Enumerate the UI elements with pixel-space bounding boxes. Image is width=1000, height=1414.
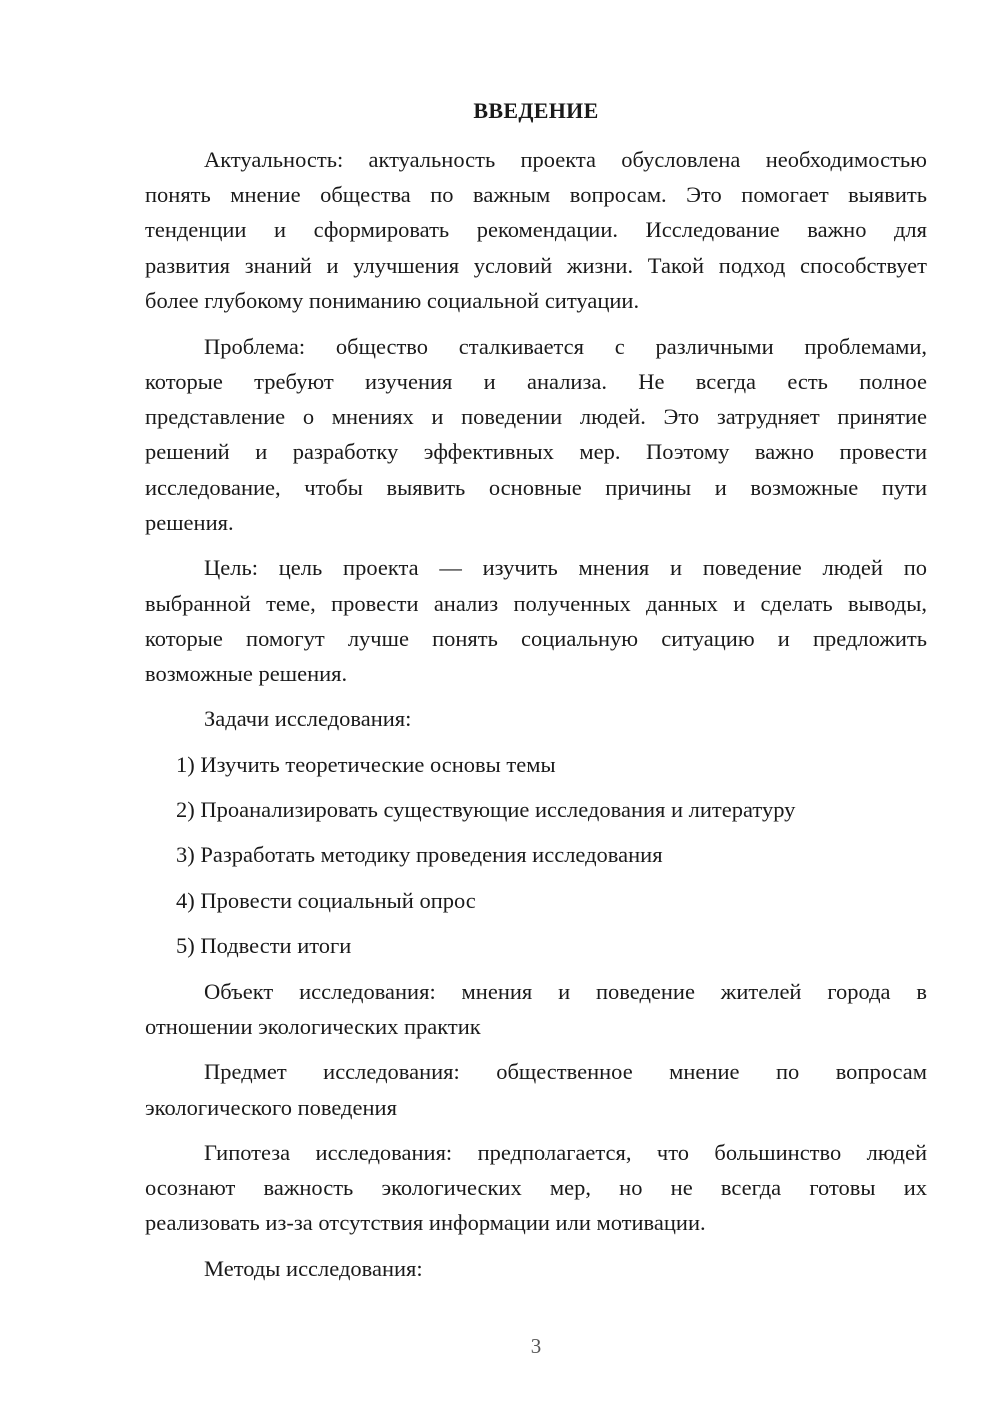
page-number: 3 bbox=[530, 1334, 542, 1358]
relevance-line: Актуальность: актуальность проекта обусловлена необходимостью bbox=[204, 147, 927, 172]
problem-line: исследование, чтобы выявить основные причины и возможные пути bbox=[145, 475, 927, 500]
relevance-line: развития знаний и улучшения условий жизни. Такой подход способствует bbox=[145, 253, 927, 278]
goal-line: выбранной теме, провести анализ полученных данных и сделать выводы, bbox=[145, 591, 927, 616]
task-item: 4) Провести социальный опрос bbox=[176, 888, 476, 913]
problem-line: представление о мнениях и поведении людей. Это затрудняет принятие bbox=[145, 404, 927, 429]
hypothesis-line: реализовать из-за отсутствия информации или мотивации. bbox=[145, 1210, 706, 1235]
task-item: 2) Проанализировать существующие исследования и литературу bbox=[176, 797, 796, 822]
problem-line: решений и разработку эффективных мер. Поэтому важно провести bbox=[145, 439, 927, 464]
task-item: 3) Разработать методику проведения исследования bbox=[176, 842, 663, 867]
object-line: отношении экологических практик bbox=[145, 1014, 481, 1039]
goal-line: возможные решения. bbox=[145, 661, 348, 686]
relevance-line: более глубокому пониманию социальной ситуации. bbox=[145, 288, 640, 313]
problem-line: которые требуют изучения и анализа. Не всегда есть полное bbox=[145, 369, 927, 394]
task-item: 5) Подвести итоги bbox=[176, 933, 352, 958]
hypothesis-line: осознают важность экологических мер, но не всегда готовы их bbox=[145, 1175, 927, 1200]
task-item: 1) Изучить теоретические основы темы bbox=[176, 752, 556, 777]
relevance-line: тенденции и сформировать рекомендации. Исследование важно для bbox=[145, 217, 927, 242]
problem-line: Проблема: общество сталкивается с различными проблемами, bbox=[204, 334, 927, 359]
page-title: ВВЕДЕНИЕ bbox=[473, 98, 599, 123]
subject-line: Предмет исследования: общественное мнение по вопросам bbox=[204, 1059, 927, 1084]
subject-line: экологического поведения bbox=[145, 1095, 397, 1120]
goal-line: которые помогут лучше понять социальную ситуацию и предложить bbox=[145, 626, 927, 651]
hypothesis-line: Гипотеза исследования: предполагается, что большинство людей bbox=[204, 1140, 927, 1165]
problem-line: решения. bbox=[145, 510, 234, 535]
tasks-heading: Задачи исследования: bbox=[204, 706, 412, 731]
methods-heading: Методы исследования: bbox=[204, 1256, 423, 1281]
relevance-line: понять мнение общества по важным вопросам. Это помогает выявить bbox=[145, 182, 927, 207]
object-line: Объект исследования: мнения и поведение жителей города в bbox=[204, 979, 927, 1004]
goal-line: Цель: цель проекта — изучить мнения и поведение людей по bbox=[204, 555, 927, 580]
